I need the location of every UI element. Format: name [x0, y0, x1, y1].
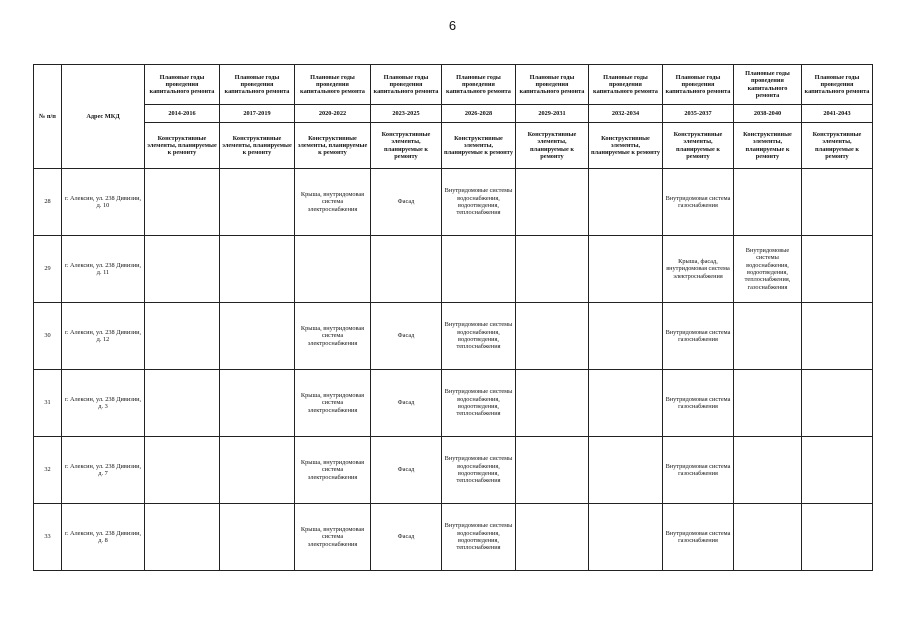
- address-header: Адрес МКД: [62, 65, 145, 169]
- repair-cell: [145, 303, 220, 370]
- header-title-row: [34, 65, 873, 105]
- period-title: Плановые годы проведения капитального ремонта: [295, 65, 371, 105]
- period-title: Плановые годы проведения капитального ремонта: [442, 65, 516, 105]
- repair-cell: [516, 236, 589, 303]
- repair-cell: [734, 169, 802, 236]
- row-number: 29: [34, 236, 62, 303]
- repair-cell: [145, 236, 220, 303]
- repair-cell: [145, 437, 220, 504]
- period-years: 2032-2034: [589, 105, 663, 123]
- repair-cell: [145, 169, 220, 236]
- table-row: [34, 169, 873, 236]
- repair-cell: [516, 169, 589, 236]
- repair-cell: Крыша, внутридомовая система электроснабжения: [295, 437, 371, 504]
- period-years: 2026-2028: [442, 105, 516, 123]
- elements-header: Конструктивные элементы, планируемые к ремонту: [516, 123, 589, 169]
- period-title: Плановые годы проведения капитального ремонта: [589, 65, 663, 105]
- repair-cell: Фасад: [371, 437, 442, 504]
- row-address: г. Алексин, ул. 238 Дивизии, д. 3: [62, 370, 145, 437]
- period-title: Плановые годы проведения капитального ремонта: [516, 65, 589, 105]
- period-years: 2014-2016: [145, 105, 220, 123]
- repair-cell: [516, 303, 589, 370]
- table-body: [34, 169, 873, 571]
- period-years: 2038-2040: [734, 105, 802, 123]
- repair-cell: [802, 236, 873, 303]
- repair-cell: [220, 303, 295, 370]
- repair-cell: [589, 169, 663, 236]
- repair-cell: [516, 504, 589, 571]
- period-years: 2023-2025: [371, 105, 442, 123]
- period-years: 2020-2022: [295, 105, 371, 123]
- period-years: 2035-2037: [663, 105, 734, 123]
- period-title: Плановые годы проведения капитального ремонта: [145, 65, 220, 105]
- repair-cell: Крыша, внутридомовая система электроснабжения: [295, 370, 371, 437]
- table-row: [34, 504, 873, 571]
- repair-cell: Внутридомовая система газоснабжения: [663, 437, 734, 504]
- repair-cell: Фасад: [371, 303, 442, 370]
- row-address: г. Алексин, ул. 238 Дивизии, д. 11: [62, 236, 145, 303]
- repair-cell: Крыша, внутридомовая система электроснабжения: [295, 169, 371, 236]
- repair-cell: Фасад: [371, 370, 442, 437]
- elements-header: Конструктивные элементы, планируемые к ремонту: [802, 123, 873, 169]
- period-years: 2041-2043: [802, 105, 873, 123]
- repair-cell: [589, 370, 663, 437]
- header-years-row: [34, 105, 873, 123]
- repair-cell: [734, 504, 802, 571]
- repair-cell: Внутридомовые системы водоснабжения, водоотведения, теплоснабжения: [442, 303, 516, 370]
- repair-cell: Внутридомовые системы водоснабжения, водоотведения, теплоснабжения: [442, 504, 516, 571]
- repair-cell: [220, 236, 295, 303]
- repair-cell: [145, 370, 220, 437]
- row-address: г. Алексин, ул. 238 Дивизии, д. 7: [62, 437, 145, 504]
- row-address: г. Алексин, ул. 238 Дивизии, д. 10: [62, 169, 145, 236]
- repair-cell: Крыша, внутридомовая система электроснабжения: [295, 504, 371, 571]
- repair-cell: Внутридомовые системы водоснабжения, водоотведения, теплоснабжения, газоснабжения: [734, 236, 802, 303]
- repair-cell: [734, 437, 802, 504]
- repair-cell: [802, 370, 873, 437]
- repair-cell: Фасад: [371, 169, 442, 236]
- row-number: 28: [34, 169, 62, 236]
- repair-cell: [734, 370, 802, 437]
- repair-cell: [589, 303, 663, 370]
- repair-cell: Внутридомовая система газоснабжения: [663, 370, 734, 437]
- repair-cell: Внутридомовая система газоснабжения: [663, 504, 734, 571]
- elements-header: Конструктивные элементы, планируемые к ремонту: [663, 123, 734, 169]
- repair-cell: Фасад: [371, 504, 442, 571]
- period-title: Плановые годы проведения капитального ремонта: [220, 65, 295, 105]
- table-row: [34, 303, 873, 370]
- repair-schedule-table: [33, 64, 873, 571]
- repair-cell: [734, 303, 802, 370]
- repair-cell: [589, 437, 663, 504]
- row-number: 30: [34, 303, 62, 370]
- period-title: Плановые годы проведения капитального ремонта: [371, 65, 442, 105]
- elements-header: Конструктивные элементы, планируемые к ремонту: [589, 123, 663, 169]
- repair-cell: [802, 303, 873, 370]
- row-number: 31: [34, 370, 62, 437]
- repair-cell: Внутридомовая система газоснабжения: [663, 303, 734, 370]
- repair-cell: Крыша, фасад, внутридомовая система электроснабжения: [663, 236, 734, 303]
- elements-header: Конструктивные элементы, планируемые к ремонту: [145, 123, 220, 169]
- repair-cell: Внутридомовые системы водоснабжения, водоотведения, теплоснабжения: [442, 437, 516, 504]
- repair-cell: [516, 437, 589, 504]
- period-title: Плановые годы проведения капитального ремонта: [734, 65, 802, 105]
- repair-cell: [802, 169, 873, 236]
- repair-cell: Внутридомовые системы водоснабжения, водоотведения, теплоснабжения: [442, 370, 516, 437]
- repair-cell: [295, 236, 371, 303]
- repair-cell: [516, 370, 589, 437]
- table-row: [34, 437, 873, 504]
- repair-cell: [220, 169, 295, 236]
- repair-cell: [145, 504, 220, 571]
- repair-cell: [802, 504, 873, 571]
- repair-cell: Внутридомовая система газоснабжения: [663, 169, 734, 236]
- repair-cell: [371, 236, 442, 303]
- repair-cell: [589, 504, 663, 571]
- repair-cell: [589, 236, 663, 303]
- row-number: 32: [34, 437, 62, 504]
- repair-cell: [220, 370, 295, 437]
- elements-header: Конструктивные элементы, планируемые к ремонту: [220, 123, 295, 169]
- table-row: [34, 370, 873, 437]
- table-row: [34, 236, 873, 303]
- header-elements-row: [34, 123, 873, 169]
- period-title: Плановые годы проведения капитального ремонта: [663, 65, 734, 105]
- repair-cell: Внутридомовые системы водоснабжения, водоотведения, теплоснабжения: [442, 169, 516, 236]
- page-number: 6: [448, 18, 457, 33]
- repair-cell: [802, 437, 873, 504]
- row-address: г. Алексин, ул. 238 Дивизии, д. 12: [62, 303, 145, 370]
- repair-cell: [220, 437, 295, 504]
- elements-header: Конструктивные элементы, планируемые к ремонту: [734, 123, 802, 169]
- elements-header: Конструктивные элементы, планируемые к ремонту: [295, 123, 371, 169]
- repair-cell: [442, 236, 516, 303]
- period-years: 2029-2031: [516, 105, 589, 123]
- row-address: г. Алексин, ул. 238 Дивизии, д. 8: [62, 504, 145, 571]
- period-title: Плановые годы проведения капитального ремонта: [802, 65, 873, 105]
- repair-cell: Крыша, внутридомовая система электроснабжения: [295, 303, 371, 370]
- row-number: 33: [34, 504, 62, 571]
- elements-header: Конструктивные элементы, планируемые к ремонту: [442, 123, 516, 169]
- period-years: 2017-2019: [220, 105, 295, 123]
- elements-header: Конструктивные элементы, планируемые к ремонту: [371, 123, 442, 169]
- repair-cell: [220, 504, 295, 571]
- num-header: № п/п: [34, 65, 62, 169]
